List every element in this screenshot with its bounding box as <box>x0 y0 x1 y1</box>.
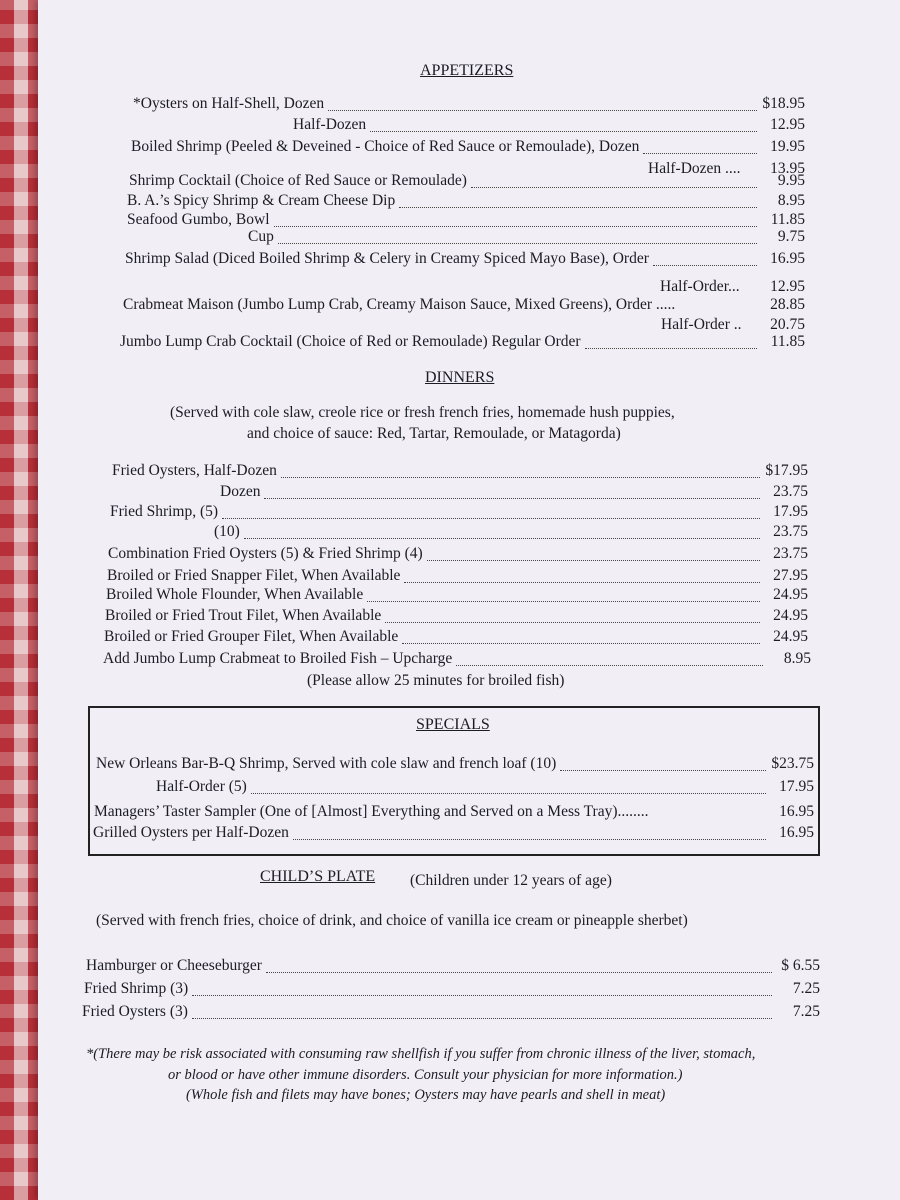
item-label: Half-Dozen .... <box>648 160 741 177</box>
childs-plate-note: (Served with french fries, choice of drink, and choice of vanilla ice cream or pineapple sherbet) <box>96 912 688 929</box>
item-label: Add Jumbo Lump Crabmeat to Broiled Fish – Upcharge <box>103 650 453 667</box>
bones-pearls-disclaimer: (Whole fish and filets may have bones; Oysters may have pearls and shell in meat) <box>186 1087 666 1103</box>
item-label: Fried Oysters, Half-Dozen <box>112 462 277 479</box>
item-label: New Orleans Bar-B-Q Shrimp, Served with cole slaw and french loaf (10) <box>96 755 557 772</box>
menu-item <box>104 628 808 648</box>
menu-item <box>94 803 814 823</box>
item-label: Half-Order .. <box>661 316 742 333</box>
item-price: 9.75 <box>777 228 805 245</box>
item-label: Fried Shrimp (3) <box>84 980 189 997</box>
dinners-heading: DINNERS <box>425 369 495 386</box>
item-label: Broiled Whole Flounder, When Available <box>106 586 364 603</box>
raw-shellfish-disclaimer: *(There may be risk associated with consuming raw shellfish if you suffer from chronic illness of the liver, stomach, <box>86 1046 756 1062</box>
item-label: Half-Dozen <box>293 116 367 133</box>
item-label: Cup <box>248 228 274 245</box>
item-price: 8.95 <box>783 650 811 667</box>
item-price: 28.85 <box>770 296 805 313</box>
menu-item <box>120 333 805 353</box>
menu-item <box>123 296 805 316</box>
item-label: B. A.’s Spicy Shrimp & Cream Cheese Dip <box>127 192 396 209</box>
item-price: $ 6.55 <box>781 957 820 974</box>
item-label: Combination Fried Oysters (5) & Fried Shrimp (4) <box>108 545 423 562</box>
menu-item <box>110 503 808 523</box>
item-price: 17.95 <box>773 503 808 520</box>
menu-item <box>133 95 805 115</box>
raw-shellfish-disclaimer: or blood or have other immune disorders. Consult your physician for more information.) <box>168 1067 683 1083</box>
item-price: 13.95 <box>770 160 805 177</box>
menu-item <box>93 824 814 844</box>
dinners-note: (Served with cole slaw, creole rice or fresh french fries, homemade hush puppies, <box>170 404 675 421</box>
item-price: 12.95 <box>770 278 805 295</box>
item-label: Hamburger or Cheeseburger <box>86 957 262 974</box>
menu-item <box>214 523 808 543</box>
item-price: $18.95 <box>762 95 805 112</box>
item-price: $23.75 <box>771 755 814 772</box>
item-label: Broiled or Fried Snapper Filet, When Available <box>107 567 401 584</box>
item-price: 23.75 <box>773 545 808 562</box>
item-label: Crabmeat Maison (Jumbo Lump Crab, Creamy Maison Sauce, Mixed Greens), Order ..... <box>123 296 676 313</box>
item-price: 20.75 <box>770 316 805 333</box>
menu-item <box>106 586 808 606</box>
menu-item <box>103 650 811 670</box>
item-label: Managers’ Taster Sampler (One of [Almost] Everything and Served on a Mess Tray)........ <box>94 803 649 820</box>
broiled-fish-note: (Please allow 25 minutes for broiled fish) <box>307 672 565 689</box>
menu-item <box>248 228 805 248</box>
item-price: 24.95 <box>773 607 808 624</box>
item-label: *Oysters on Half-Shell, Dozen <box>133 95 325 112</box>
menu-item <box>105 607 808 627</box>
item-label: Dozen <box>220 483 261 500</box>
appetizers-heading: APPETIZERS <box>420 62 514 79</box>
menu-item <box>131 138 805 158</box>
menu-item <box>156 778 814 798</box>
item-price: 11.85 <box>770 211 805 228</box>
item-price: 24.95 <box>773 628 808 645</box>
item-label: Fried Oysters (3) <box>82 1003 188 1020</box>
menu-item <box>84 980 820 1000</box>
item-price: 24.95 <box>773 586 808 603</box>
menu-item <box>127 192 805 212</box>
item-price: 27.95 <box>773 567 808 584</box>
menu-item <box>112 462 808 482</box>
item-label: Fried Shrimp, (5) <box>110 503 219 520</box>
item-price: 7.25 <box>792 1003 820 1020</box>
item-price: 12.95 <box>770 116 805 133</box>
childs-plate-subtitle: (Children under 12 years of age) <box>410 872 612 889</box>
dinners-note: and choice of sauce: Red, Tartar, Remoulade, or Matagorda) <box>247 425 621 442</box>
item-price: 23.75 <box>773 523 808 540</box>
item-label: Half-Order (5) <box>156 778 247 795</box>
item-price: 19.95 <box>770 138 805 155</box>
item-label: Half-Order... <box>660 278 740 295</box>
menu-item <box>660 278 805 298</box>
item-price: 17.95 <box>779 778 814 795</box>
menu-item <box>125 250 805 270</box>
item-price: 11.85 <box>770 333 805 350</box>
specials-heading: SPECIALS <box>416 716 490 733</box>
item-label: Boiled Shrimp (Peeled & Deveined - Choice of Red Sauce or Remoulade), Dozen <box>131 138 640 155</box>
item-label: Seafood Gumbo, Bowl <box>127 211 270 228</box>
menu-item <box>96 755 814 775</box>
item-label: Broiled or Fried Grouper Filet, When Available <box>104 628 399 645</box>
item-label: Grilled Oysters per Half-Dozen <box>93 824 289 841</box>
item-label: Jumbo Lump Crab Cocktail (Choice of Red or Remoulade) Regular Order <box>120 333 581 350</box>
menu-item <box>129 172 805 192</box>
item-price: 16.95 <box>779 824 814 841</box>
menu-item <box>293 116 805 136</box>
menu-item <box>82 1003 820 1023</box>
item-price: 16.95 <box>770 250 805 267</box>
menu-item <box>86 957 820 977</box>
menu-item <box>108 545 808 565</box>
item-label: Shrimp Salad (Diced Boiled Shrimp & Celery in Creamy Spiced Mayo Base), Order <box>125 250 649 267</box>
item-label: (10) <box>214 523 240 540</box>
item-price: $17.95 <box>765 462 808 479</box>
item-price: 9.95 <box>777 172 805 189</box>
item-price: 7.25 <box>792 980 820 997</box>
menu-item <box>220 483 808 503</box>
item-label: Broiled or Fried Trout Filet, When Available <box>105 607 382 624</box>
item-price: 23.75 <box>773 483 808 500</box>
item-price: 8.95 <box>777 192 805 209</box>
item-label: Shrimp Cocktail (Choice of Red Sauce or Remoulade) <box>129 172 467 189</box>
item-price: 16.95 <box>779 803 814 820</box>
childs-plate-heading: CHILD’S PLATE <box>260 868 376 885</box>
menu-item <box>107 567 808 587</box>
